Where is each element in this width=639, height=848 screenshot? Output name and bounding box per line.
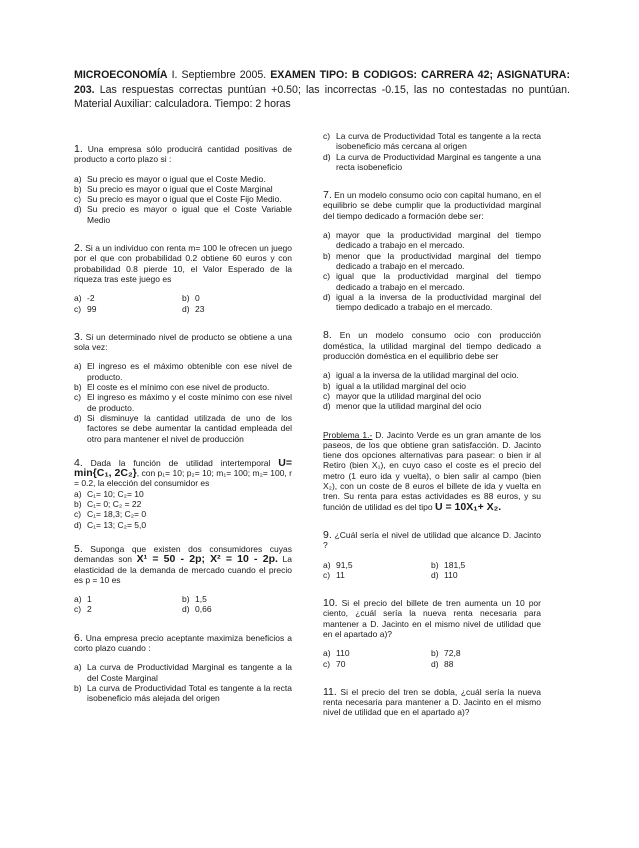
question-2 bbox=[74, 243, 292, 314]
question-10-option-c: c) 70 bbox=[323, 658, 346, 669]
question-6-option-d: d) La curva de Productividad Marginal es tangente a una recta isobeneficio bbox=[323, 151, 541, 172]
question-10-text: 10. Si el precio del billete de tren aumenta un 10 por ciento, ¿cuál sería la nueva renta necesaria para mantener a D. Jacinto en el mismo nivel de utilidad que en el apartado a)? bbox=[323, 597, 541, 639]
question-4-option-c: c) C₁= 18,3; C₂= 0 bbox=[74, 509, 147, 520]
question-1-text: 1. Una empresa sólo producirá cantidad positivas de producto a corto plazo si : bbox=[74, 143, 292, 165]
question-7-option-d: d) igual a la inversa de la productividad marginal del tiempo dedicado a trabajo en el mercado. bbox=[323, 291, 541, 313]
question-10-option-a: a) 110 bbox=[323, 648, 350, 659]
question-7-text: 7. En un modelo consumo ocio con capital humano, en el equilibrio se debe cumplir que la productividad marginal del tiempo dedicado a formación debe ser: bbox=[323, 189, 541, 221]
question-4-option-a: a) C₁= 10; C₂= 10 bbox=[74, 488, 144, 499]
question-5-options bbox=[74, 594, 292, 615]
question-1-option-d: d) Su precio es mayor o igual que el Coste Variable Medio bbox=[74, 204, 292, 225]
question-5 bbox=[74, 544, 292, 615]
question-3-option-a: a) El ingreso es el máximo obtenible con ese nivel de producto. bbox=[74, 361, 292, 382]
question-5-formula: X¹ = 50 - 2p; X² = 10 - 2p. bbox=[136, 553, 278, 566]
question-5-text: 5. Suponga que existen dos consumidores cuyas demandas son X¹ = 50 - 2p; X² = 10 - 2p. La elasticidad de la demanda de mercado cuando el precio es p = 10 es bbox=[74, 542, 292, 585]
question-5-option-d: d) 0,66 bbox=[182, 604, 212, 615]
question-8-text: 8. En un modelo consumo ocio con producción doméstica, la utilidad marginal del tiempo dedicado a producción doméstica en el equilibrio debe ser bbox=[323, 329, 541, 362]
header-date: I. Septiembre 2005. bbox=[167, 69, 271, 81]
header-title: MICROECONOMÍA bbox=[74, 69, 168, 81]
header-exam-codes: EXAMEN TIPO: B CODIGOS: CARRERA 42; ASIGNATURA: 203. bbox=[74, 69, 570, 96]
question-3-option-c: c) El ingreso es máximo y el coste mínimo con ese nivel de producto. bbox=[74, 392, 292, 413]
question-7-option-b: b) menor que la productividad marginal del tiempo dedicado a trabajo en el mercado. bbox=[323, 250, 541, 271]
exam-header bbox=[74, 68, 570, 112]
problem-1-title: Problema 1.- bbox=[323, 429, 373, 440]
question-5-option-a: a) 1 bbox=[74, 594, 92, 605]
question-8-option-a: a) igual a la inversa de la utilidad marginal del ocio. bbox=[323, 370, 519, 381]
question-1-option-b: b) Su precio es mayor o igual que el Coste Marginal bbox=[74, 183, 273, 194]
problem-1-text: D. Jacinto Verde es un gran amante de los paseos, de los que obtiene gran satisfacción. D. Jacinto tiene dos opciones alternativas para pasear: o bien ir al Retiro (bien X₁), en cuyo caso el coste es el precio del metro (1 euro ida y vuelta), o bien salir al campo (bien X₂), con un coste de 8 euros el billete de ida y vuelta en tren. Su renta para estas actividades es 88 euros, y su función de utilidad es del tipo bbox=[323, 429, 541, 512]
question-9-options bbox=[323, 560, 541, 581]
question-1-option-a: a) Su precio es mayor o igual que el Coste Medio. bbox=[74, 173, 266, 184]
question-2-text: 2. Si a un individuo con renta m= 100 le ofrecen un juego por el que con probabilidad 0.2 obtiene 60 euros y con probabilidad 0.8 pierde 10, el Valor Esperado de la riqueza tras este juego es bbox=[74, 242, 292, 284]
question-4-text: 4. Dada la función de utilidad intertemporal U= min{C₁, 2C₂}, con p₁= 10; p₂= 10; m₁= 100; m₂= 100, r = 0.2, la elección del consumidor es bbox=[74, 456, 292, 489]
question-10-option-d: d) 88 bbox=[431, 658, 454, 669]
question-1-option-c: c) Su precio es mayor o igual que el Coste Fijo Medio. bbox=[74, 194, 282, 205]
header-instructions: Las respuestas correctas puntúan +0.50; las incorrectas -0.15, las no contestadas no puntúan. Material Auxiliar: calculadora. Tiempo: 2 horas bbox=[74, 83, 570, 111]
left-column bbox=[74, 144, 292, 703]
question-11 bbox=[323, 687, 541, 718]
question-5-option-c: c) 2 bbox=[74, 604, 92, 615]
question-3 bbox=[74, 332, 292, 444]
question-9 bbox=[323, 530, 541, 580]
problem-1-formula: U = 10X₁+ X₂. bbox=[435, 500, 502, 513]
question-2-options bbox=[74, 293, 292, 314]
question-4-option-d: d) C₁= 13; C₂= 5,0 bbox=[74, 519, 147, 530]
question-6-option-c: c) La curva de Productividad Total es tangente a la recta isobeneficio más cercana al origen bbox=[323, 131, 541, 152]
question-6-text: 6. Una empresa precio aceptante maximiza beneficios a corto plazo cuando : bbox=[74, 631, 292, 653]
question-1 bbox=[74, 144, 292, 225]
question-6 bbox=[74, 633, 292, 704]
question-11-text: 11. Si el precio del tren se dobla, ¿cuál sería la nueva renta necesaria para mantener a D. Jacinto en el mismo nivel de utilidad que en el apartado a)? bbox=[323, 685, 541, 718]
question-9-option-b: b) 181,5 bbox=[431, 559, 466, 570]
question-6-option-a: a) La curva de Productividad Marginal es tangente a la del Coste Marginal bbox=[74, 662, 292, 683]
question-2-option-a: a) -2 bbox=[74, 293, 95, 304]
question-3-option-b: b) El coste es el mínimo con ese nivel de producto. bbox=[74, 382, 270, 393]
question-8-option-d: d) menor que la utilidad marginal del ocio bbox=[323, 401, 482, 412]
question-7-option-c: c) igual que la productividad marginal del tiempo dedicado a trabajo en el mercado. bbox=[323, 271, 541, 292]
question-4-formula: U= min{C₁, 2C₂} bbox=[74, 456, 292, 480]
question-2-option-c: c) 99 bbox=[74, 303, 97, 314]
question-4 bbox=[74, 458, 292, 530]
question-9-option-a: a) 91,5 bbox=[323, 559, 353, 570]
question-10 bbox=[323, 598, 541, 669]
question-8 bbox=[323, 330, 541, 411]
question-5-option-b: b) 1,5 bbox=[182, 594, 207, 605]
question-4-option-b: b) C₁= 0; C₂ = 22 bbox=[74, 499, 142, 510]
question-3-text: 3. Si un determinado nivel de producto se obtiene a una sola vez: bbox=[74, 330, 292, 353]
question-7 bbox=[323, 190, 541, 312]
question-10-option-b: b) 72,8 bbox=[431, 648, 461, 659]
question-6-option-b: b) La curva de Productividad Total es tangente a la recta isobeneficio más alejada del origen bbox=[74, 682, 292, 704]
problem-1 bbox=[323, 430, 541, 512]
question-7-option-a: a) mayor que la productividad marginal del tiempo dedicado a trabajo en el mercado. bbox=[323, 230, 541, 251]
question-3-option-d: d) Si disminuye la cantidad utilizada de uno de los factores se debe aumentar la cantidad empleada del otro para mantener el nivel de producción bbox=[74, 412, 292, 444]
question-2-option-b: b) 0 bbox=[182, 293, 200, 304]
question-2-option-d: d) 23 bbox=[182, 303, 205, 314]
question-10-options bbox=[323, 648, 541, 669]
question-9-text: 9. ¿Cuál sería el nivel de utilidad que alcance D. Jacinto ? bbox=[323, 528, 541, 551]
question-8-option-c: c) mayor que la utilidad marginal del ocio bbox=[323, 390, 482, 401]
question-9-option-d: d) 110 bbox=[431, 569, 458, 580]
right-column bbox=[323, 131, 541, 718]
question-9-option-c: c) 11 bbox=[323, 569, 345, 580]
question-8-option-b: b) igual a la utilidad marginal del ocio bbox=[323, 380, 466, 391]
